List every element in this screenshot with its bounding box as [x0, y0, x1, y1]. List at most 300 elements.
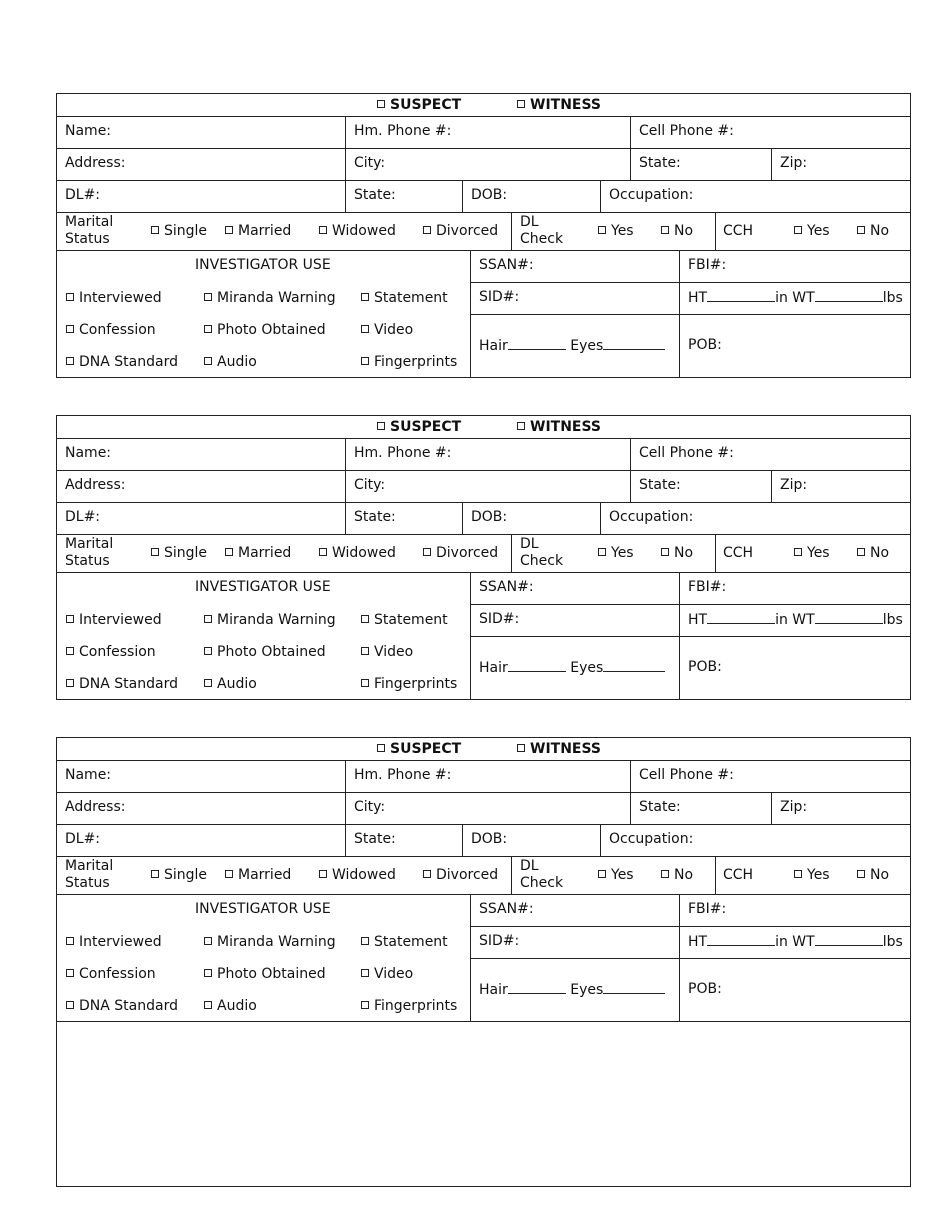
cell-phone-field[interactable]: Cell Phone #: — [639, 445, 734, 461]
dna-standard-checkbox[interactable] — [66, 354, 178, 370]
city-field[interactable]: City: — [354, 799, 386, 815]
lbs-label: lbs — [882, 290, 903, 306]
checkbox-icon — [794, 226, 802, 234]
hair-label: Hair — [479, 982, 508, 998]
divider — [462, 824, 463, 856]
photo-obtained-label: Photo Obtained — [217, 966, 326, 982]
checkbox-icon — [66, 647, 74, 655]
checkbox-icon — [204, 615, 212, 623]
blank-line — [603, 337, 665, 350]
cch-label: CCH — [723, 223, 754, 239]
divider — [511, 534, 512, 572]
state-field[interactable]: State: — [639, 477, 681, 493]
checkbox-icon — [598, 226, 606, 234]
address-field[interactable]: Address: — [65, 799, 126, 815]
checkbox-icon — [661, 548, 669, 556]
interviewed-checkbox[interactable] — [66, 290, 162, 306]
pob-field[interactable]: POB: — [688, 337, 722, 353]
dna-standard-label: DNA Standard — [79, 676, 178, 692]
divorced-label: Divorced — [436, 223, 499, 239]
home-phone-field[interactable]: Hm. Phone #: — [354, 767, 452, 783]
fingerprints-checkbox[interactable] — [361, 354, 457, 370]
no-label: No — [674, 867, 694, 883]
widowed-label: Widowed — [332, 867, 396, 883]
single-label: Single — [164, 867, 208, 883]
divider — [600, 502, 601, 534]
photo-obtained-label: Photo Obtained — [217, 644, 326, 660]
fingerprints-label: Fingerprints — [374, 676, 458, 692]
statement-checkbox[interactable] — [361, 934, 448, 950]
ht-label: HT — [688, 612, 708, 628]
checkbox-icon — [151, 226, 159, 234]
checkbox-icon — [66, 325, 74, 333]
blank-line — [603, 659, 665, 672]
marital-status-label: Marital — [65, 858, 114, 874]
occupation-field[interactable]: Occupation: — [609, 831, 694, 847]
blank-line — [508, 659, 566, 672]
checkbox-icon — [204, 1001, 212, 1009]
dl-state-field[interactable]: State: — [354, 831, 396, 847]
divider — [57, 502, 910, 503]
fingerprints-label: Fingerprints — [374, 354, 458, 370]
checkbox-icon — [204, 357, 212, 365]
no-label: No — [870, 545, 890, 561]
divider — [600, 180, 601, 212]
divider — [345, 116, 346, 212]
investigator-use-heading: INVESTIGATOR USE — [195, 901, 331, 917]
blank-line — [707, 933, 775, 946]
audio-label: Audio — [217, 354, 257, 370]
checkbox-icon — [794, 548, 802, 556]
interviewed-checkbox[interactable] — [66, 612, 162, 628]
person-form — [56, 93, 911, 378]
hair-eyes-field[interactable] — [479, 659, 665, 676]
city-field[interactable]: City: — [354, 477, 386, 493]
dl-check-yes-checkbox[interactable] — [598, 867, 634, 883]
home-phone-field[interactable]: Hm. Phone #: — [354, 123, 452, 139]
dl-check-label: Check — [520, 875, 564, 891]
divider — [470, 314, 910, 315]
cch-label: CCH — [723, 867, 754, 883]
divider — [345, 760, 346, 856]
divorced-label: Divorced — [436, 545, 499, 561]
fbi-field[interactable]: FBI#: — [688, 257, 727, 273]
cell-phone-field[interactable]: Cell Phone #: — [639, 123, 734, 139]
confession-label: Confession — [79, 966, 156, 982]
suspect-label: SUSPECT — [390, 97, 462, 113]
divider — [600, 824, 601, 856]
ssan-field[interactable]: SSAN#: — [479, 257, 534, 273]
checkbox-icon — [857, 226, 865, 234]
blank-line — [815, 611, 883, 624]
city-field[interactable]: City: — [354, 155, 386, 171]
checkbox-icon — [661, 226, 669, 234]
zip-field[interactable]: Zip: — [780, 799, 808, 815]
yes-label: Yes — [807, 545, 830, 561]
dl-check-yes-checkbox[interactable] — [598, 545, 634, 561]
divider — [57, 438, 910, 439]
checkbox-icon — [361, 325, 369, 333]
cch-yes-checkbox[interactable] — [794, 545, 830, 561]
sid-field[interactable]: SID#: — [479, 611, 520, 627]
person-form — [56, 737, 911, 1022]
divider — [511, 856, 512, 894]
name-field[interactable]: Name: — [65, 123, 112, 139]
dl-number-field[interactable]: DL#: — [65, 187, 101, 203]
cch-yes-checkbox[interactable] — [794, 867, 830, 883]
photo-obtained-checkbox[interactable] — [204, 322, 326, 338]
address-field[interactable]: Address: — [65, 155, 126, 171]
lbs-label: lbs — [882, 612, 903, 628]
married-checkbox[interactable] — [225, 223, 291, 239]
divider — [715, 856, 716, 894]
divider — [57, 212, 910, 213]
widowed-checkbox[interactable] — [319, 223, 396, 239]
marital-status-label: Status — [65, 553, 110, 569]
witness-checkbox[interactable] — [517, 97, 601, 113]
checkbox-icon — [423, 548, 431, 556]
dob-field[interactable]: DOB: — [471, 509, 508, 525]
confession-checkbox[interactable] — [66, 644, 156, 660]
checkbox-icon — [151, 548, 159, 556]
height-weight-field[interactable] — [688, 611, 903, 628]
checkbox-icon — [423, 226, 431, 234]
dna-standard-checkbox[interactable] — [66, 676, 178, 692]
blank-line — [603, 981, 665, 994]
person-form — [56, 415, 911, 700]
dob-field[interactable]: DOB: — [471, 187, 508, 203]
interviewed-label: Interviewed — [79, 612, 162, 628]
checkbox-icon — [319, 870, 327, 878]
name-field[interactable]: Name: — [65, 767, 112, 783]
yes-label: Yes — [611, 545, 634, 561]
investigator-use-heading: INVESTIGATOR USE — [195, 257, 331, 273]
checkbox-icon — [319, 226, 327, 234]
divider — [57, 180, 910, 181]
single-label: Single — [164, 223, 208, 239]
home-phone-field[interactable]: Hm. Phone #: — [354, 445, 452, 461]
suspect-checkbox[interactable] — [377, 97, 461, 113]
name-field[interactable]: Name: — [65, 445, 112, 461]
divider — [771, 148, 772, 180]
checkbox-icon — [377, 422, 385, 430]
married-checkbox[interactable] — [225, 545, 291, 561]
widowed-label: Widowed — [332, 545, 396, 561]
dl-state-field[interactable]: State: — [354, 187, 396, 203]
blank-line — [815, 289, 883, 302]
checkbox-icon — [66, 937, 74, 945]
interviewed-checkbox[interactable] — [66, 934, 162, 950]
divider — [715, 212, 716, 250]
blank-line — [707, 611, 775, 624]
zip-field[interactable]: Zip: — [780, 477, 808, 493]
yes-label: Yes — [611, 867, 634, 883]
blank-line — [508, 337, 566, 350]
checkbox-icon — [361, 937, 369, 945]
audio-checkbox[interactable] — [204, 998, 257, 1014]
state-field[interactable]: State: — [639, 799, 681, 815]
audio-checkbox[interactable] — [204, 354, 257, 370]
divider — [57, 534, 910, 535]
statement-label: Statement — [374, 934, 448, 950]
dl-check-label: Check — [520, 231, 564, 247]
divider — [345, 438, 346, 534]
no-label: No — [674, 223, 694, 239]
marital-status-label: Marital — [65, 214, 114, 230]
statement-checkbox[interactable] — [361, 290, 448, 306]
cch-yes-checkbox[interactable] — [794, 223, 830, 239]
married-label: Married — [238, 867, 292, 883]
miranda-checkbox[interactable] — [204, 290, 336, 306]
divider — [470, 636, 910, 637]
dl-check-yes-checkbox[interactable] — [598, 223, 634, 239]
investigator-use-heading: INVESTIGATOR USE — [195, 579, 331, 595]
pob-field[interactable]: POB: — [688, 981, 722, 997]
divider — [511, 212, 512, 250]
checkbox-icon — [225, 548, 233, 556]
ssan-field[interactable]: SSAN#: — [479, 901, 534, 917]
photo-obtained-label: Photo Obtained — [217, 322, 326, 338]
no-label: No — [674, 545, 694, 561]
video-checkbox[interactable] — [361, 644, 413, 660]
occupation-field[interactable]: Occupation: — [609, 187, 694, 203]
divider — [57, 148, 910, 149]
checkbox-icon — [66, 357, 74, 365]
video-checkbox[interactable] — [361, 966, 413, 982]
eyes-label: Eyes — [570, 660, 604, 676]
sid-field[interactable]: SID#: — [479, 289, 520, 305]
divider — [462, 180, 463, 212]
confession-checkbox[interactable] — [66, 322, 156, 338]
checkbox-icon — [517, 100, 525, 108]
hair-label: Hair — [479, 338, 508, 354]
height-weight-field[interactable] — [688, 289, 903, 306]
fingerprints-checkbox[interactable] — [361, 998, 457, 1014]
checkbox-icon — [204, 937, 212, 945]
fbi-field[interactable]: FBI#: — [688, 901, 727, 917]
cch-no-checkbox[interactable] — [857, 867, 889, 883]
dl-state-field[interactable]: State: — [354, 509, 396, 525]
checkbox-icon — [66, 615, 74, 623]
suspect-label: SUSPECT — [390, 419, 462, 435]
checkbox-icon — [517, 422, 525, 430]
dl-check-label: Check — [520, 553, 564, 569]
confession-checkbox[interactable] — [66, 966, 156, 982]
dl-check-no-checkbox[interactable] — [661, 223, 693, 239]
checkbox-icon — [794, 870, 802, 878]
dl-check-label: DL — [520, 858, 539, 874]
witness-label: WITNESS — [530, 419, 602, 435]
dl-number-field[interactable]: DL#: — [65, 831, 101, 847]
fingerprints-label: Fingerprints — [374, 998, 458, 1014]
cell-phone-field[interactable]: Cell Phone #: — [639, 767, 734, 783]
audio-label: Audio — [217, 676, 257, 692]
checkbox-icon — [361, 1001, 369, 1009]
widowed-label: Widowed — [332, 223, 396, 239]
confession-label: Confession — [79, 322, 156, 338]
hair-eyes-field[interactable] — [479, 981, 665, 998]
yes-label: Yes — [611, 223, 634, 239]
married-label: Married — [238, 545, 292, 561]
ht-label: HT — [688, 934, 708, 950]
checkbox-icon — [517, 744, 525, 752]
checkbox-icon — [204, 647, 212, 655]
notes-area[interactable] — [56, 1021, 911, 1187]
miranda-checkbox[interactable] — [204, 612, 336, 628]
cch-label: CCH — [723, 545, 754, 561]
checkbox-icon — [361, 293, 369, 301]
video-label: Video — [374, 644, 414, 660]
hair-label: Hair — [479, 660, 508, 676]
checkbox-icon — [204, 325, 212, 333]
witness-checkbox[interactable] — [517, 419, 601, 435]
fbi-field[interactable]: FBI#: — [688, 579, 727, 595]
eyes-label: Eyes — [570, 338, 604, 354]
divider — [715, 534, 716, 572]
checkbox-icon — [225, 870, 233, 878]
ht-label: HT — [688, 290, 708, 306]
lbs-label: lbs — [882, 934, 903, 950]
checkbox-icon — [361, 679, 369, 687]
widowed-checkbox[interactable] — [319, 867, 396, 883]
audio-label: Audio — [217, 998, 257, 1014]
checkbox-icon — [225, 226, 233, 234]
in-wt-label: in WT — [775, 290, 815, 306]
cch-no-checkbox[interactable] — [857, 223, 889, 239]
video-label: Video — [374, 966, 414, 982]
pob-field[interactable]: POB: — [688, 659, 722, 675]
dl-check-label: DL — [520, 536, 539, 552]
address-field[interactable]: Address: — [65, 477, 126, 493]
statement-checkbox[interactable] — [361, 612, 448, 628]
single-checkbox[interactable] — [151, 223, 207, 239]
suspect-checkbox[interactable] — [377, 741, 461, 757]
checkbox-icon — [204, 679, 212, 687]
divorced-checkbox[interactable] — [423, 867, 498, 883]
interviewed-label: Interviewed — [79, 290, 162, 306]
video-checkbox[interactable] — [361, 322, 413, 338]
marital-status-label: Status — [65, 875, 110, 891]
in-wt-label: in WT — [775, 934, 815, 950]
blank-line — [707, 289, 775, 302]
confession-label: Confession — [79, 644, 156, 660]
in-wt-label: in WT — [775, 612, 815, 628]
checkbox-icon — [361, 647, 369, 655]
checkbox-icon — [66, 1001, 74, 1009]
divider — [771, 470, 772, 502]
dna-standard-checkbox[interactable] — [66, 998, 178, 1014]
zip-field[interactable]: Zip: — [780, 155, 808, 171]
divider — [57, 250, 910, 251]
dl-check-no-checkbox[interactable] — [661, 867, 693, 883]
dna-standard-label: DNA Standard — [79, 998, 178, 1014]
ssan-field[interactable]: SSAN#: — [479, 579, 534, 595]
checkbox-icon — [204, 969, 212, 977]
miranda-label: Miranda Warning — [217, 290, 336, 306]
checkbox-icon — [204, 293, 212, 301]
no-label: No — [870, 867, 890, 883]
yes-label: Yes — [807, 867, 830, 883]
divider — [771, 792, 772, 824]
divider — [57, 116, 910, 117]
marital-status-label: Status — [65, 231, 110, 247]
divider — [470, 282, 910, 283]
checkbox-icon — [319, 548, 327, 556]
statement-label: Statement — [374, 612, 448, 628]
divider — [462, 502, 463, 534]
divorced-label: Divorced — [436, 867, 499, 883]
divider — [470, 926, 910, 927]
divorced-checkbox[interactable] — [423, 223, 498, 239]
dl-check-label: DL — [520, 214, 539, 230]
miranda-checkbox[interactable] — [204, 934, 336, 950]
divider — [57, 470, 910, 471]
fingerprints-checkbox[interactable] — [361, 676, 457, 692]
miranda-label: Miranda Warning — [217, 934, 336, 950]
checkbox-icon — [361, 615, 369, 623]
hair-eyes-field[interactable] — [479, 337, 665, 354]
checkbox-icon — [377, 744, 385, 752]
single-label: Single — [164, 545, 208, 561]
single-checkbox[interactable] — [151, 867, 207, 883]
divider — [470, 604, 910, 605]
checkbox-icon — [151, 870, 159, 878]
single-checkbox[interactable] — [151, 545, 207, 561]
checkbox-icon — [66, 969, 74, 977]
checkbox-icon — [423, 870, 431, 878]
widowed-checkbox[interactable] — [319, 545, 396, 561]
checkbox-icon — [361, 357, 369, 365]
marital-status-label: Marital — [65, 536, 114, 552]
blank-line — [815, 933, 883, 946]
divorced-checkbox[interactable] — [423, 545, 498, 561]
dob-field[interactable]: DOB: — [471, 831, 508, 847]
video-label: Video — [374, 322, 414, 338]
eyes-label: Eyes — [570, 982, 604, 998]
suspect-label: SUSPECT — [390, 741, 462, 757]
miranda-label: Miranda Warning — [217, 612, 336, 628]
checkbox-icon — [377, 100, 385, 108]
suspect-checkbox[interactable] — [377, 419, 461, 435]
sid-field[interactable]: SID#: — [479, 933, 520, 949]
divider — [57, 760, 910, 761]
witness-label: WITNESS — [530, 97, 602, 113]
audio-checkbox[interactable] — [204, 676, 257, 692]
no-label: No — [870, 223, 890, 239]
occupation-field[interactable]: Occupation: — [609, 509, 694, 525]
yes-label: Yes — [807, 223, 830, 239]
cch-no-checkbox[interactable] — [857, 545, 889, 561]
witness-checkbox[interactable] — [517, 741, 601, 757]
divider — [57, 856, 910, 857]
blank-line — [508, 981, 566, 994]
state-field[interactable]: State: — [639, 155, 681, 171]
divider — [57, 572, 910, 573]
married-checkbox[interactable] — [225, 867, 291, 883]
divider — [57, 792, 910, 793]
photo-obtained-checkbox[interactable] — [204, 644, 326, 660]
photo-obtained-checkbox[interactable] — [204, 966, 326, 982]
height-weight-field[interactable] — [688, 933, 903, 950]
checkbox-icon — [66, 679, 74, 687]
divider — [57, 824, 910, 825]
dl-check-no-checkbox[interactable] — [661, 545, 693, 561]
dna-standard-label: DNA Standard — [79, 354, 178, 370]
checkbox-icon — [361, 969, 369, 977]
checkbox-icon — [598, 548, 606, 556]
dl-number-field[interactable]: DL#: — [65, 509, 101, 525]
checkbox-icon — [857, 870, 865, 878]
